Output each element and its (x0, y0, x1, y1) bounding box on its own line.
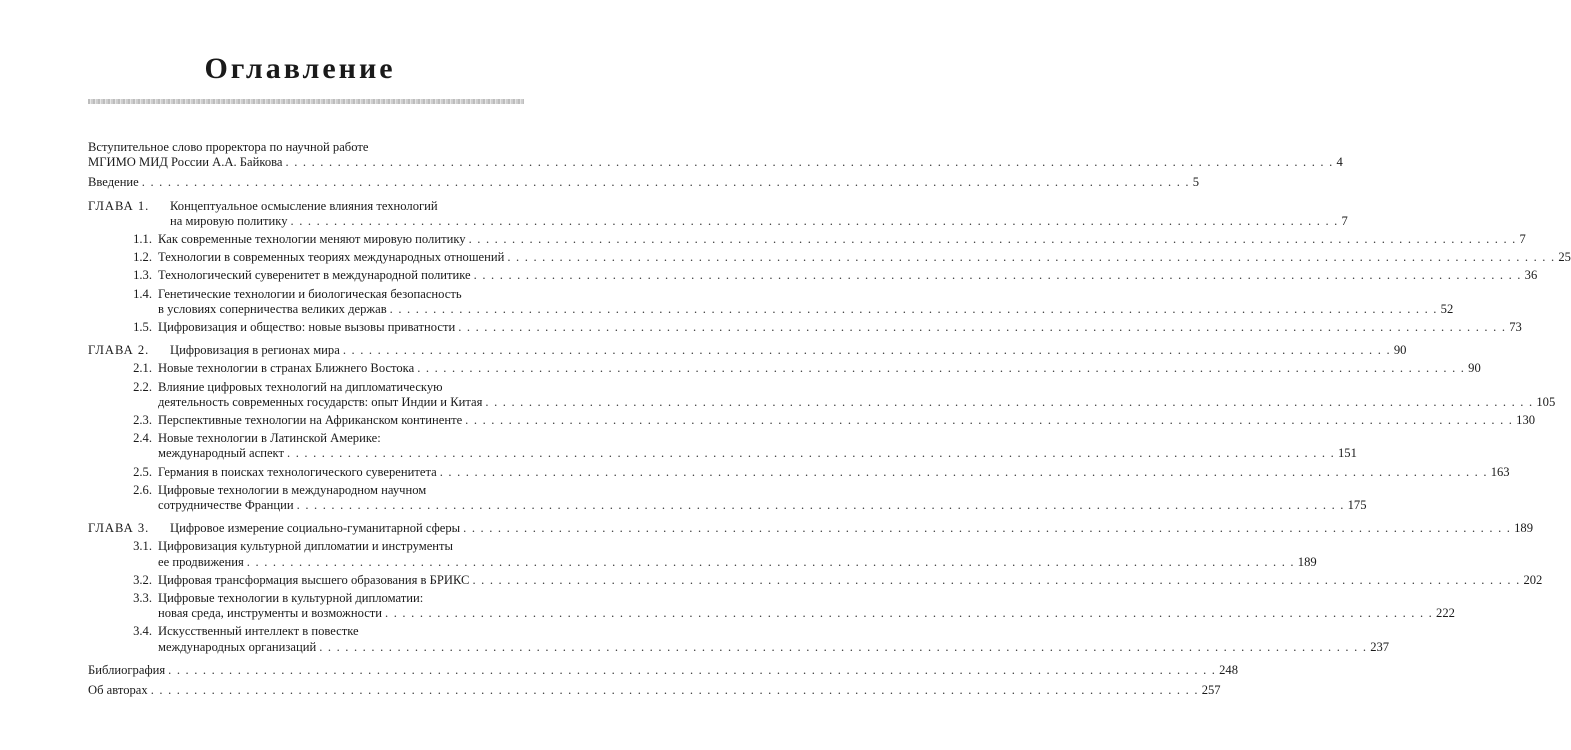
toc-chapter-1-line1: Концептуальное осмысление влияния технологий (170, 198, 438, 213)
toc-entry-introduction[interactable] (88, 175, 1200, 190)
toc-section-3-2[interactable] (88, 572, 1543, 588)
dot-leader (458, 320, 1506, 335)
toc-chapter-3[interactable] (88, 521, 1534, 536)
toc-section-title-line: Новые технологии в странах Ближнего Востока (158, 361, 415, 376)
dot-leader (440, 465, 1488, 480)
toc-section-page: 175 (1347, 498, 1367, 513)
dot-leader (291, 214, 1339, 229)
toc-section-title-line: Новые технологии в Латинской Америке: (158, 431, 381, 446)
dot-leader (151, 683, 1199, 698)
toc-section-number: 2.2. (133, 379, 152, 394)
toc-section-page: 189 (1297, 554, 1317, 569)
dot-leader (343, 343, 1391, 358)
toc-section-page: 25 (1558, 250, 1571, 265)
toc-section-2-4[interactable] (88, 431, 1357, 461)
toc-section-page: 36 (1524, 268, 1538, 283)
toc-chapter-1[interactable] (88, 198, 1348, 229)
title-divider (88, 99, 524, 104)
toc-section-title-line: деятельность современных государств: опыт Индии и Китая (158, 394, 483, 409)
toc-chapter-2-page: 90 (1393, 343, 1407, 358)
toc-chapter-2-label: ГЛАВА 2. (88, 343, 150, 358)
toc-section-title-line: Цифровизация культурной дипломатии и инструменты (158, 539, 453, 554)
toc-section-title-line: сотрудничестве Франции (158, 498, 294, 513)
toc-section-page: 163 (1490, 464, 1510, 479)
toc-section-page: 105 (1536, 394, 1556, 409)
dot-leader (507, 250, 1555, 265)
toc-section-title-line: Искусственный интеллект в повестке (158, 624, 359, 639)
toc-chapter-3-title: Цифровое измерение социально-гуманитарной сферы (170, 521, 461, 536)
toc-section-3-3[interactable] (88, 591, 1455, 621)
dot-leader (297, 498, 1345, 513)
toc-section-page: 222 (1436, 606, 1455, 621)
toc-section-number: 1.1. (133, 232, 152, 247)
toc-section-number: 2.6. (133, 482, 152, 497)
toc-entry-bibliography[interactable] (88, 662, 1239, 678)
toc-chapter-1-label: ГЛАВА 1. (88, 198, 150, 213)
toc-section-page: 237 (1370, 639, 1390, 654)
toc-section-title-line: в условиях соперничества великих держав (158, 301, 387, 316)
toc-section-number: 3.1. (133, 539, 152, 554)
toc-section-1-1[interactable] (88, 232, 1526, 247)
toc-entry-bibliography-title: Библиография (88, 662, 166, 677)
toc-entry-preface[interactable] (88, 140, 1343, 170)
toc-chapter-2[interactable] (88, 343, 1407, 358)
toc-section-title-line: Цифровая трансформация высшего образования в БРИКС (158, 572, 470, 587)
dot-leader (247, 555, 1295, 570)
toc-entry-preface-line2: МГИМО МИД России А.А. Байкова (88, 155, 283, 170)
toc-section-page: 73 (1509, 320, 1522, 335)
toc-section-page: 52 (1440, 301, 1454, 316)
dot-leader (319, 640, 1367, 655)
toc-section-title-line: Технологии в современных теориях международных отношений (158, 250, 505, 265)
toc-section-2-3[interactable] (88, 413, 1536, 428)
dot-leader (168, 663, 1216, 678)
toc-section-page: 151 (1337, 446, 1357, 461)
toc-section-page: 7 (1519, 232, 1526, 247)
toc-section-number: 1.3. (133, 268, 152, 283)
toc-section-number: 3.2. (133, 572, 152, 587)
toc-section-number: 3.3. (133, 591, 152, 606)
toc-section-1-2[interactable] (88, 250, 1571, 265)
toc-section-number: 2.1. (133, 361, 152, 376)
toc-entry-authors-title: Об авторах (88, 683, 148, 698)
dot-leader (286, 155, 1334, 170)
toc-section-1-5[interactable] (88, 320, 1522, 335)
toc-section-2-1[interactable] (88, 361, 1481, 376)
toc-section-number: 3.4. (133, 624, 152, 639)
toc-chapter-2-title: Цифровизация в регионах мира (170, 343, 340, 358)
toc-section-number: 1.2. (133, 250, 152, 265)
toc-section-3-4[interactable] (88, 624, 1390, 654)
toc-section-2-6[interactable] (88, 482, 1367, 513)
toc-chapter-3-label: ГЛАВА 3. (88, 521, 150, 536)
dot-leader (472, 573, 1520, 588)
toc-section-title-line: Как современные технологии меняют мировую политику (158, 232, 466, 247)
toc-chapter-1-page: 7 (1341, 213, 1348, 228)
toc-section-number: 2.4. (133, 431, 152, 446)
toc-section-page: 130 (1516, 413, 1536, 428)
toc-section-title-line: новая среда, инструменты и возможности (158, 606, 383, 621)
toc-chapter-1-line2: на мировую политику (170, 213, 288, 228)
toc-section-title-line: международный аспект (158, 446, 284, 461)
dot-leader (417, 361, 1465, 376)
toc-section-title-line: Цифровые технологии в культурной дипломатии: (158, 591, 424, 606)
toc-section-page: 202 (1523, 572, 1543, 587)
toc-entry-authors-page: 257 (1201, 683, 1221, 698)
toc-section-title-line: Влияние цифровых технологий на дипломатическую (158, 379, 443, 394)
toc-section-3-1[interactable] (88, 539, 1317, 569)
toc-section-title-line: Цифровизация и общество: новые вызовы приватности (158, 320, 456, 335)
toc-section-title-line: международных организаций (158, 639, 317, 654)
dot-leader (469, 232, 1517, 247)
toc-section-title-line: Перспективные технологии на Африканском континенте (158, 413, 463, 428)
page-title: Оглавление (204, 52, 396, 85)
dot-leader (485, 395, 1533, 410)
toc-section-title-line: Цифровые технологии в международном научном (158, 482, 427, 497)
toc-entry-authors[interactable] (88, 683, 1221, 698)
toc-section-number: 2.5. (133, 464, 152, 479)
toc-entry-introduction-title: Введение (88, 175, 139, 190)
dot-leader (390, 302, 1438, 317)
toc-section-title-line: Генетические технологии и биологическая безопасность (158, 286, 462, 301)
dot-leader (465, 413, 1513, 428)
toc-section-1-3[interactable] (88, 268, 1538, 283)
toc-section-number: 2.3. (133, 413, 152, 428)
toc-section-number: 1.5. (133, 320, 152, 335)
toc-section-2-5[interactable] (88, 464, 1510, 480)
toc-entry-preface-line1: Вступительное слово проректора по научной работе (88, 140, 369, 154)
toc-entry-introduction-page: 5 (1192, 175, 1200, 190)
dot-leader (142, 175, 1190, 190)
toc-section-1-4[interactable] (88, 286, 1454, 317)
toc-chapter-3-page: 189 (1514, 521, 1534, 536)
dot-leader (474, 268, 1522, 283)
table-of-contents (88, 140, 1571, 698)
dot-leader (385, 606, 1433, 621)
toc-section-title-line: Германия в поисках технологического суверенитета (158, 464, 437, 479)
toc-section-title-line: Технологический суверенитет в международной политике (158, 268, 471, 283)
toc-section-page: 90 (1468, 361, 1481, 376)
toc-section-title-line: ее продвижения (158, 554, 244, 569)
toc-section-number: 1.4. (133, 286, 152, 301)
dot-leader (287, 446, 1335, 461)
toc-entry-bibliography-page: 248 (1219, 662, 1239, 677)
toc-entry-preface-page: 4 (1336, 155, 1343, 170)
dot-leader (463, 521, 1511, 536)
toc-section-2-2[interactable] (88, 379, 1556, 410)
